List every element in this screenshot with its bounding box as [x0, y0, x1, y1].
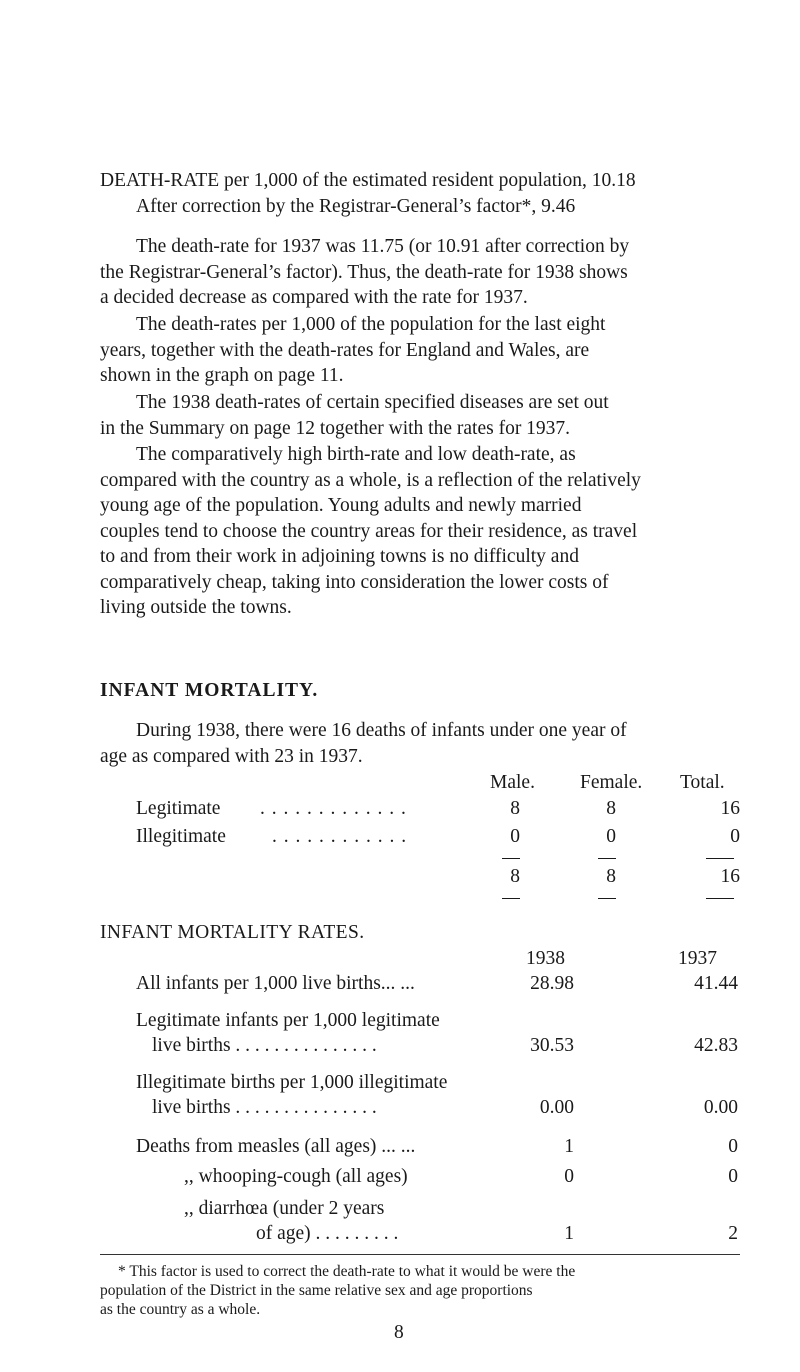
total-rule-male [502, 898, 520, 899]
female-value: 0 [606, 826, 616, 847]
footnote-rule [100, 1254, 740, 1255]
rate-row [136, 973, 740, 999]
value-1937: 41.44 [694, 973, 738, 994]
text-line: compared with the country as a whole, is a reflection of the relatively [100, 469, 641, 491]
table-row [136, 798, 740, 824]
year-header-1938: 1938 [526, 948, 565, 969]
male-value: 8 [510, 798, 520, 819]
total-value: 0 [730, 826, 740, 847]
row-label: Illegitimate [136, 826, 226, 847]
male-total: 8 [510, 866, 520, 887]
dot-leader: . . . . . . . . . . . . . [260, 798, 407, 819]
grand-total: 16 [720, 866, 740, 887]
rate-row [136, 1166, 740, 1192]
infant-mortality-heading: INFANT MORTALITY. [100, 680, 319, 701]
corrected-death-rate-line: After correction by the Registrar-General’s factor*, 9.46 [136, 196, 576, 217]
rate-label: All infants per 1,000 live births... ... [136, 973, 415, 994]
footnote-line: population of the District in the same relative sex and age proportions [100, 1282, 533, 1299]
total-rule-female [598, 898, 616, 899]
male-value: 0 [510, 826, 520, 847]
text-line: to and from their work in adjoining towns is no difficulty and [100, 546, 579, 567]
value-1937: 42.83 [694, 1035, 738, 1056]
text-line: The 1938 death-rates of certain specified diseases are set out [136, 392, 609, 413]
death-rate-line: DEATH-RATE per 1,000 of the estimated resident population, 10.18 [100, 170, 636, 191]
infant-mortality-rates-heading: INFANT MORTALITY RATES. [100, 922, 365, 943]
rate-row [136, 1072, 740, 1124]
table-row [136, 826, 740, 852]
text-line: The death-rates per 1,000 of the population for the last eight [136, 314, 606, 335]
text-line: During 1938, there were 16 deaths of infants under one year of [136, 720, 627, 741]
text-line: in the Summary on page 12 together with the rates for 1937. [100, 417, 571, 439]
paragraph-population-age [100, 442, 740, 621]
text-line: years, together with the death-rates for England and Wales, are [100, 339, 590, 361]
rate-label: ,, diarrhœa (under 2 years [184, 1198, 385, 1219]
subtotal-rule-total [706, 858, 734, 859]
rate-label: Legitimate infants per 1,000 legitimate [136, 1010, 440, 1031]
year-header-1937: 1937 [678, 948, 717, 969]
subtotal-rule-female [598, 858, 616, 859]
female-value: 8 [606, 798, 616, 819]
value-1938: 1 [564, 1223, 574, 1244]
rate-label: Deaths from measles (all ages) ... ... [136, 1136, 416, 1157]
value-1937: 2 [728, 1223, 738, 1244]
value-1938: 1 [564, 1136, 574, 1157]
paragraph-summary-reference [100, 390, 740, 441]
paragraph-graph-reference [100, 312, 740, 389]
text-line: the Registrar-General’s factor). Thus, the death-rate for 1938 shows [100, 261, 628, 283]
dot-leader: . . . . . . . . . . . . [272, 826, 408, 847]
rate-row [136, 1010, 740, 1062]
value-1938: 0 [564, 1166, 574, 1187]
totals-row [136, 866, 740, 892]
text-line: shown in the graph on page 11. [100, 365, 344, 386]
column-header-male: Male. [490, 772, 535, 793]
total-value: 16 [720, 798, 740, 819]
rate-row [136, 1136, 740, 1162]
value-1938: 30.53 [530, 1035, 574, 1056]
paragraph-1937-comparison [100, 234, 740, 311]
subtotal-rule-male [502, 858, 520, 859]
rate-label: Illegitimate births per 1,000 illegitimate [136, 1072, 448, 1093]
value-1937: 0 [728, 1166, 738, 1187]
text-line: The comparatively high birth-rate and low death-rate, as [136, 444, 576, 465]
rate-row [136, 1198, 740, 1250]
text-line: age as compared with 23 in 1937. [100, 745, 363, 767]
total-rule-total [706, 898, 734, 899]
footnote [100, 1262, 740, 1319]
value-1938: 0.00 [539, 1097, 574, 1118]
page-number: 8 [394, 1322, 404, 1343]
value-1938: 28.98 [530, 973, 574, 994]
value-1937: 0 [728, 1136, 738, 1157]
footnote-line: as the country as a whole. [100, 1301, 261, 1318]
rate-label-continued: of age) . . . . . . . . . [256, 1223, 399, 1244]
infant-mortality-intro [100, 718, 740, 769]
value-1937: 0.00 [703, 1097, 738, 1118]
text-line: living outside the towns. [100, 597, 292, 618]
text-line: The death-rate for 1937 was 11.75 (or 10.91 after correction by [136, 236, 630, 257]
female-total: 8 [606, 866, 616, 887]
text-line: comparatively cheap, taking into consideration the lower costs of [100, 571, 609, 593]
text-line: young age of the population. Young adults and newly married [100, 495, 582, 516]
text-line: couples tend to choose the country areas for their residence, as travel [100, 520, 638, 542]
rate-label-continued: live births . . . . . . . . . . . . . . . [152, 1035, 377, 1056]
footnote-line: * This factor is used to correct the death-rate to what it would be were the [118, 1263, 576, 1280]
text-line: a decided decrease as compared with the rate for 1937. [100, 287, 528, 308]
rate-label: ,, whooping-cough (all ages) [184, 1166, 408, 1187]
rate-label-continued: live births . . . . . . . . . . . . . . . [152, 1097, 377, 1118]
row-label: Legitimate [136, 798, 221, 819]
column-header-female: Female. [580, 772, 643, 793]
column-header-total: Total. [680, 772, 725, 793]
